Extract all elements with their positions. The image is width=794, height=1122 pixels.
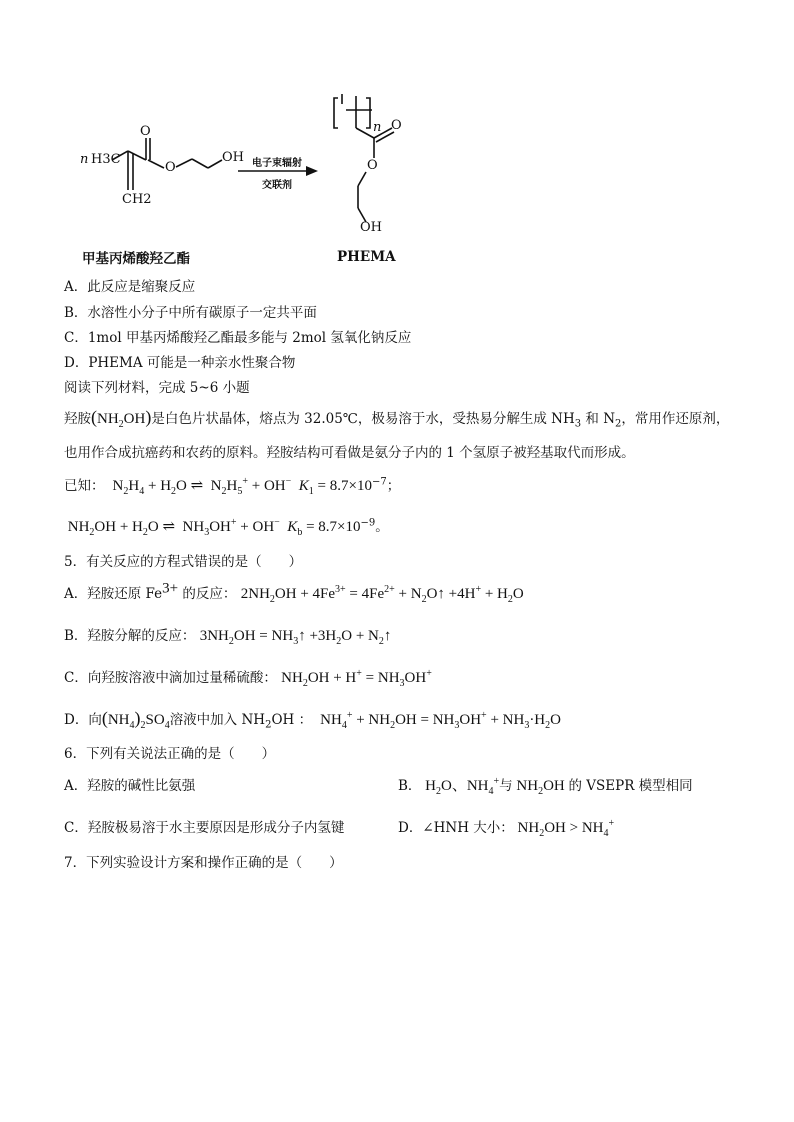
q5-option-a: A．羟胺还原 $Fe^{3+}$ 的反应： $2NH_2OH + 4Fe^{3+} = 4Fe^{2+}$ + $N_2O↑ +4H^+ + H_2O$ bbox=[64, 580, 524, 605]
q4-option-b: B．水溶性小分子中所有碳原子一定共平面 bbox=[64, 305, 317, 321]
material-p1-b: 是白色片状晶体，熔点为 32.05℃，极易溶于水，受热易分解生成 NH bbox=[151, 411, 575, 427]
known-label: 已知： bbox=[64, 478, 105, 494]
arrow-condition-bottom: 交联剂 bbox=[262, 180, 292, 191]
material-paragraph-line2: 也用作合成抗癌药和农药的原料。羟胺结构可看做是氨分子内的 1 个氢原子被羟基取代而形成。 bbox=[64, 445, 635, 461]
k1-exponent: −7 bbox=[371, 476, 387, 488]
arrow-condition-top: 电子束辐射 bbox=[252, 158, 302, 169]
kb-value: 8.7×10 bbox=[318, 519, 361, 535]
reactant-n: n bbox=[80, 152, 89, 167]
material-intro: 阅读下列材料，完成 5~6 小题 bbox=[64, 380, 250, 396]
kb-exponent: −9 bbox=[360, 517, 376, 529]
reactant-oh: OH bbox=[222, 150, 244, 165]
product-ester-o: O bbox=[367, 158, 378, 173]
reactant-ch2: CH2 bbox=[122, 192, 152, 207]
reaction-scheme-drawing bbox=[0, 0, 794, 275]
material-p1-c: 和 N bbox=[581, 411, 616, 427]
reaction-scheme bbox=[0, 0, 794, 275]
material-p1-a: 羟胺 bbox=[64, 411, 91, 427]
q4-option-d: D．PHEMA 可能是一种亲水性聚合物 bbox=[64, 355, 296, 371]
q4-option-c: C．1mol 甲基丙烯酸羟乙酯最多能与 2mol 氢氧化钠反应 bbox=[64, 330, 412, 346]
reaction-arrow-head bbox=[306, 166, 318, 176]
q6-stem: 6．下列有关说法正确的是（ ） bbox=[64, 746, 276, 762]
product-oh: OH bbox=[360, 220, 382, 235]
product-n: n bbox=[373, 120, 382, 135]
q6-option-c: C．羟胺极易溶于水主要原因是形成分子内氢键 bbox=[64, 820, 345, 836]
q5-option-d: D．向$(NH_4)_2SO_4$溶液中加入 $NH_2OH$ ： $NH_4^+ + NH_2OH = NH_3OH^+ + NH_3\cdot H_2O$ bbox=[64, 708, 561, 731]
q5-option-b: B．羟胺分解的反应： $3NH_2OH$ = $NH_3↑ +3H_2O$ + $N_2↑$ bbox=[64, 628, 392, 647]
reactant-h3c: H3C bbox=[91, 152, 121, 167]
q6-option-a: A．羟胺的碱性比氨强 bbox=[64, 778, 196, 794]
product-name: PHEMA bbox=[337, 249, 396, 265]
k1-value: 8.7×10 bbox=[329, 478, 372, 494]
reactant-ester-o: O bbox=[165, 160, 176, 175]
q6-option-b: B． $H_2O$、$NH_4^+$与 $NH_2OH$ 的 VSEPR 模型相同 bbox=[398, 776, 693, 797]
q4-option-a: A．此反应是缩聚反应 bbox=[64, 279, 196, 295]
q7-stem: 7．下列实验设计方案和操作正确的是（ ） bbox=[64, 855, 343, 871]
known-equilibrium-1: 已知： $N_2H_4 + H_2O$ ⇌ $N_2H_5^+ + OH^-$ $K_1 = 8.7\times 10^{-7}$； bbox=[64, 476, 401, 497]
material-p1-d: ，常用作还原剂， bbox=[621, 411, 730, 427]
q5-option-c: C．向羟胺溶液中滴加过量稀硫酸： $NH_2OH + H^+ = NH_3OH^+$ bbox=[64, 668, 432, 689]
q6-option-d: D．∠HNH 大小： $NH_2OH > NH_4^+$ bbox=[398, 818, 615, 839]
reactant-carbonyl-o: O bbox=[140, 124, 151, 139]
known-equilibrium-2: $NH_2OH + H_2O$ ⇌ $NH_3OH^+ + OH^-$ $K_b = 8.7\times 10^{-9}$。 bbox=[64, 517, 389, 538]
q5-stem: 5．有关反应的方程式错误的是（ ） bbox=[64, 554, 303, 570]
reactant-name: 甲基丙烯酸羟乙酯 bbox=[82, 251, 190, 267]
product-carbonyl-o: O bbox=[391, 118, 402, 133]
material-paragraph-line1: 羟胺$(NH_2OH)$是白色片状晶体，熔点为 32.05℃，极易溶于水，受热易分解生成 $NH_3$ 和 $N_2$，常用作还原剂， bbox=[64, 407, 730, 430]
